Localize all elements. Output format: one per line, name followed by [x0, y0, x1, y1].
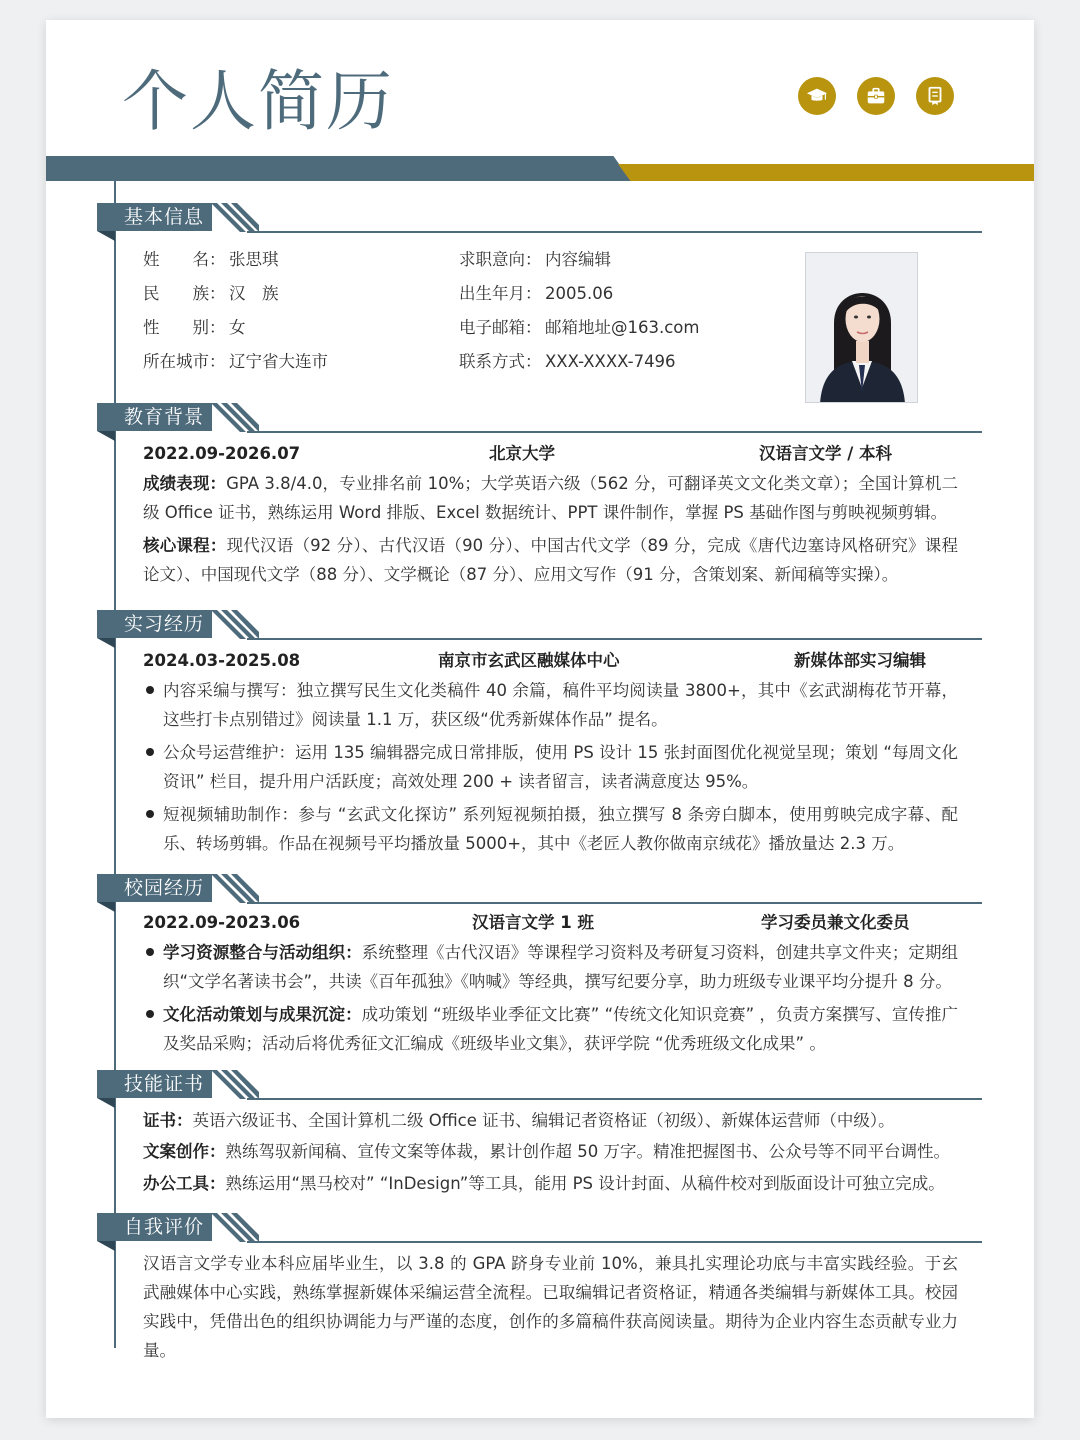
campus-item [163, 938, 958, 996]
skill-label: 文案创作： [143, 1142, 226, 1161]
stripes-decoration [209, 1070, 259, 1099]
birth-value: 2005.06 [545, 284, 614, 303]
internship-item: 短视频辅助制作：参与 “玄武文化探访” 系列短视频拍摄，独立撰写 8 条旁白脚本，使用剪映完成字幕、配乐、转场剪辑。作品在视频号平均播放量 5000+，其中《老匠人教你做南京绒花》播放量达 2.3 万。 [163, 805, 958, 853]
campus-item-label: 文化活动策划与成果沉淀： [163, 1005, 362, 1024]
gender-value: 女 [229, 318, 246, 337]
skill-item [143, 1106, 958, 1135]
section-rule [247, 231, 982, 233]
course-label: 核心课程： [143, 536, 227, 555]
bullet [146, 686, 154, 694]
section-title: 技能证书 [97, 1070, 212, 1098]
bullet [146, 1010, 154, 1018]
skill-item [143, 1137, 958, 1166]
section-title: 实习经历 [97, 610, 212, 638]
skill-text: 熟练驾驭新闻稿、宣传文案等体裁，累计创作超 50 万字。精准把握图书、公众号等不同平台调性。 [225, 1142, 950, 1161]
email-value: 邮箱地址@163.com [545, 318, 700, 337]
campus-role: 学习委员兼文化委员 [761, 913, 910, 932]
campus-date: 2022.09-2023.06 [143, 913, 301, 932]
internship-date: 2024.03-2025.08 [143, 651, 301, 670]
education-date: 2022.09-2026.07 [143, 444, 301, 463]
skill-item [143, 1169, 958, 1198]
skill-label: 办公工具： [143, 1174, 226, 1193]
score-text: GPA 3.8/4.0，专业排名前 10%；大学英语六级（562 分，可翻译英文文化类文章）；全国计算机二级 Office 证书，熟练运用 Word 排版、Excel 数据统计、PPT 课件制作，掌握 PS 基础作图与剪映视频剪辑。 [143, 474, 958, 522]
internship-org: 南京市玄武区融媒体中心 [438, 651, 620, 670]
skill-text: 熟练运用“黑马校对” “InDesign”等工具，能用 PS 设计封面、从稿件校对到版面设计可独立完成。 [225, 1174, 945, 1193]
name-label: 姓 名： [143, 250, 226, 269]
section-title: 自我评价 [97, 1213, 212, 1241]
graduation-cap-icon [798, 77, 836, 115]
phone-value: XXX-XXXX-7496 [545, 352, 676, 371]
section-rule [247, 1241, 982, 1243]
self-evaluation: 汉语言文学专业本科应届毕业生，以 3.8 的 GPA 跻身专业前 10%，兼具扎实理论功底与丰富实践经验。于玄武融媒体中心实践，熟练掌握新媒体采编运营全流程。已取编辑记者资格证，精通各类编辑与新媒体工具。校园实践中，凭借出色的组织协调能力与严谨的态度，创作的多篇稿件获高阅读量。期待为企业内容生态贡献专业力量。 [143, 1254, 958, 1360]
internship-item: 内容采编与撰写：独立撰写民生文化类稿件 40 余篇，稿件平均阅读量 3800+，其中《玄武湖梅花节开幕，这些打卡点别错过》阅读量 1.1 万，获区级“优秀新媒体作品” 提名。 [163, 681, 958, 729]
profile-photo [805, 252, 918, 403]
internship-item: 公众号运营维护：运用 135 编辑器完成日常排版，使用 PS 设计 15 张封面图优化视觉呈现；策划 “每周文化资讯” 栏目，提升用户活跃度；高效处理 200 + 读者留言，读者满意度达 95%。 [163, 743, 958, 791]
stripes-decoration [209, 1213, 259, 1242]
city-value: 辽宁省大连市 [229, 352, 328, 371]
briefcase-icon [857, 77, 895, 115]
name-value: 张思琪 [229, 250, 279, 269]
ethnic-label: 民 族： [143, 284, 226, 303]
education-major: 汉语言文学 / 本科 [759, 444, 893, 463]
campus-item-label: 学习资源整合与活动组织： [163, 943, 362, 962]
bullet [146, 948, 154, 956]
header-bar-primary [46, 156, 631, 181]
campus-item-text: 成功策划 “班级毕业季征文比赛” “传统文化知识竞赛” ，负责方案撰写、宣传推广及奖品采购；活动后将优秀征文汇编成《班级毕业文集》，获评学院 “优秀班级文化成果” 。 [163, 1005, 959, 1053]
course-text: 现代汉语（92 分）、古代汉语（90 分）、中国古代文学（89 分，完成《唐代边塞诗风格研究》课程论文）、中国现代文学（88 分）、文学概论（87 分）、应用文写作（91 分，含策划案、新闻稿等实操）。 [143, 536, 958, 584]
education-school: 北京大学 [489, 444, 555, 463]
education-score [143, 469, 958, 527]
job-value: 内容编辑 [545, 250, 611, 269]
bullet [146, 810, 154, 818]
campus-org: 汉语言文学 1 班 [472, 913, 594, 932]
ethnic-value: 汉 族 [229, 284, 279, 303]
resume-title: 个人简历 [122, 63, 394, 140]
section-rule [247, 1098, 982, 1100]
stripes-decoration [209, 203, 259, 232]
education-course [143, 531, 958, 589]
city-label: 所在城市： [143, 352, 226, 371]
email-label: 电子邮箱： [459, 318, 542, 337]
gender-label: 性 别： [143, 318, 226, 337]
skill-label: 证书： [143, 1111, 193, 1130]
internship-role: 新媒体部实习编辑 [794, 651, 926, 670]
job-label: 求职意向： [459, 250, 542, 269]
header-bar-accent [618, 164, 1034, 181]
section-rule [247, 902, 982, 904]
section-rule [247, 638, 982, 640]
campus-item [163, 1000, 958, 1058]
certificate-icon [916, 77, 954, 115]
skill-text: 英语六级证书、全国计算机二级 Office 证书、编辑记者资格证（初级）、新媒体运营师（中级）。 [192, 1111, 895, 1130]
section-title: 校园经历 [97, 874, 212, 902]
stripes-decoration [209, 403, 259, 432]
stripes-decoration [209, 874, 259, 903]
bullet [146, 748, 154, 756]
timeline-line [114, 181, 116, 1348]
score-label: 成绩表现： [143, 474, 227, 493]
birth-label: 出生年月： [459, 284, 542, 303]
section-title: 基本信息 [97, 203, 212, 231]
phone-label: 联系方式： [459, 352, 542, 371]
section-title: 教育背景 [97, 403, 212, 431]
stripes-decoration [209, 610, 259, 639]
campus-item-text: 系统整理《古代汉语》等课程学习资料及考研复习资料，创建共享文件夹；定期组织“文学名著读书会”，共读《百年孤独》《呐喊》等经典，撰写纪要分享，助力班级专业课平均分提升 8 分。 [163, 943, 959, 991]
section-rule [247, 431, 982, 433]
